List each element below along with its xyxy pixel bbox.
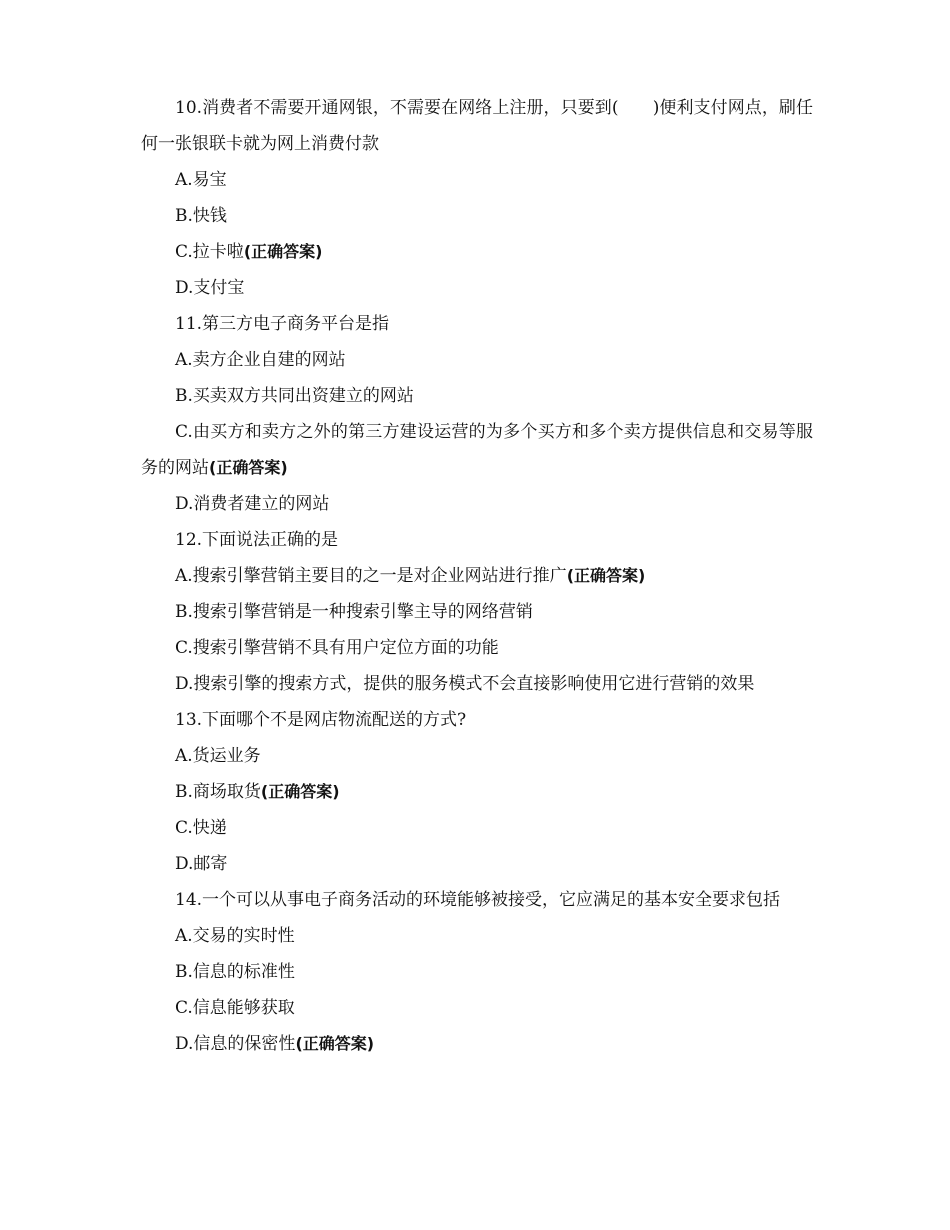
option-text: B.信息的标准性 xyxy=(175,962,295,982)
option-c xyxy=(141,990,813,1026)
option-text: D.消费者建立的网站 xyxy=(175,494,330,514)
option-c xyxy=(141,414,813,486)
option-text: D.邮寄 xyxy=(175,854,228,874)
correct-answer-tag: (正确答案) xyxy=(295,1034,375,1053)
question-stem: 11.第三方电子商务平台是指 xyxy=(175,314,390,334)
correct-answer-tag: (正确答案) xyxy=(566,566,646,585)
option-d xyxy=(141,270,813,306)
question-list xyxy=(141,90,813,1062)
option-text: C.搜索引擎营销不具有用户定位方面的功能 xyxy=(175,638,499,658)
option-b xyxy=(141,378,813,414)
option-text: B.买卖双方共同出资建立的网站 xyxy=(175,386,414,406)
option-text: B.快钱 xyxy=(175,206,227,226)
option-b xyxy=(141,774,813,810)
option-text: C.快递 xyxy=(175,818,227,838)
option-text: D.信息的保密性 xyxy=(175,1034,296,1054)
question-stem: 12.下面说法正确的是 xyxy=(175,530,339,550)
question-stem: 13.下面哪个不是网店物流配送的方式? xyxy=(175,710,467,730)
option-text: C.信息能够获取 xyxy=(175,998,295,1018)
correct-answer-tag: (正确答案) xyxy=(209,458,288,477)
option-text: D.搜索引擎的搜索方式，提供的服务模式不会直接影响使用它进行营销的效果 xyxy=(175,674,755,694)
option-text: A.卖方企业自建的网站 xyxy=(175,350,346,370)
option-text: C.由买方和卖方之外的第三方建设运营的为多个买方和多个卖方提供信息和交易等服务的网站 xyxy=(141,422,813,478)
correct-answer-tag: (正确答案) xyxy=(243,242,323,261)
option-a xyxy=(141,558,813,594)
option-a xyxy=(141,738,813,774)
option-d xyxy=(141,846,813,882)
option-c xyxy=(141,234,813,270)
option-d xyxy=(141,1026,813,1062)
option-text: B.商场取货 xyxy=(175,782,261,802)
option-c xyxy=(141,630,813,666)
option-text: B.搜索引擎营销是一种搜索引擎主导的网络营销 xyxy=(175,602,533,622)
option-text: A.交易的实时性 xyxy=(175,926,295,946)
option-text: A.搜索引擎营销主要目的之一是对企业网站进行推广 xyxy=(175,566,567,586)
correct-answer-tag: (正确答案) xyxy=(260,782,340,801)
option-b xyxy=(141,594,813,630)
option-b xyxy=(141,954,813,990)
option-text: C.拉卡啦 xyxy=(175,242,244,262)
question-stem: 10.消费者不需要开通网银，不需要在网络上注册，只要到( )便利支付网点，刷任何一张银联卡就为网上消费付款 xyxy=(141,98,813,154)
option-d xyxy=(141,486,813,522)
option-d xyxy=(141,666,813,702)
question-stem: 14.一个可以从事电子商务活动的环境能够被接受，它应满足的基本安全要求包括 xyxy=(175,890,781,910)
option-text: A.易宝 xyxy=(175,170,227,190)
option-text: D.支付宝 xyxy=(175,278,245,298)
option-a xyxy=(141,162,813,198)
option-a xyxy=(141,342,813,378)
option-text: A.货运业务 xyxy=(175,746,261,766)
option-c xyxy=(141,810,813,846)
option-a xyxy=(141,918,813,954)
option-b xyxy=(141,198,813,234)
